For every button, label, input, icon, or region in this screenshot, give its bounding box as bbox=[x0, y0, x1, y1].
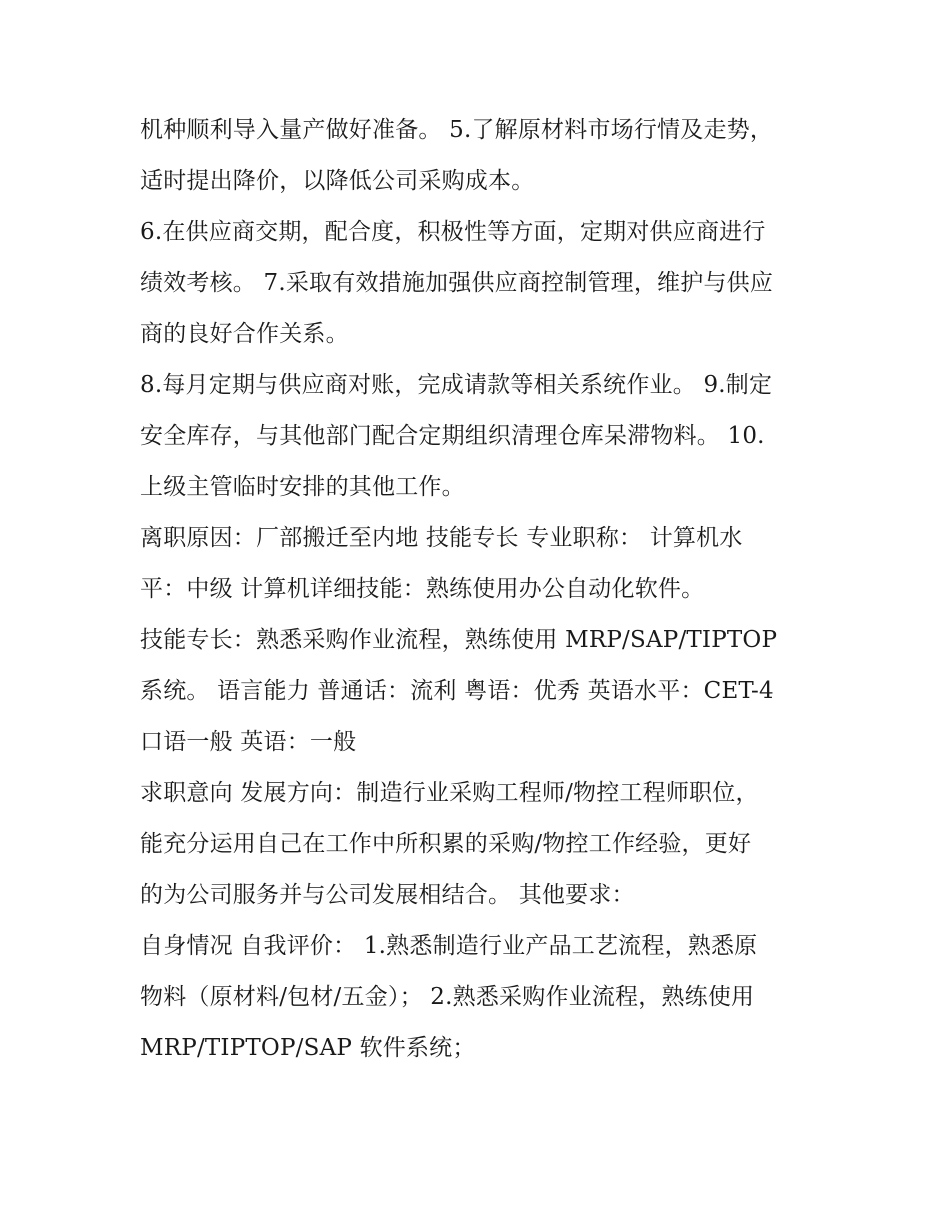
text-line: 适时提出降价，以降低公司采购成本。 bbox=[140, 168, 535, 194]
text-line: 自身情况 自我评价： 1.熟悉制造行业产品工艺流程，熟悉原 bbox=[140, 933, 758, 959]
text-line: 系统。 语言能力 普通话：流利 粤语：优秀 英语水平：CET-4 bbox=[140, 678, 774, 704]
text-line: 口语一般 英语：一般 bbox=[140, 729, 357, 755]
text-line: 能充分运用自己在工作中所积累的采购/物控工作经验，更好 bbox=[140, 831, 752, 857]
text-line: 安全库存，与其他部门配合定期组织清理仓库呆滞物料。 10. bbox=[140, 423, 765, 449]
text-line: 上级主管临时安排的其他工作。 bbox=[140, 474, 465, 500]
paragraph-leaving-reason bbox=[140, 513, 820, 615]
text-line: 机种顺利导入量产做好准备。 5.了解原材料市场行情及走势， bbox=[140, 117, 774, 143]
paragraph-self-evaluation bbox=[140, 921, 820, 1074]
text-line: 绩效考核。 7.采取有效措施加强供应商控制管理，维护与供应 bbox=[140, 270, 774, 296]
text-line: 商的良好合作关系。 bbox=[140, 321, 349, 347]
paragraph-duties-6-7 bbox=[140, 207, 820, 360]
paragraph-job-intention bbox=[140, 768, 820, 921]
text-line: 平：中级 计算机详细技能：熟练使用办公自动化软件。 bbox=[140, 576, 705, 602]
text-line: 技能专长：熟悉采购作业流程，熟练使用 MRP/SAP/TIPTOP bbox=[140, 627, 778, 653]
text-line: 离职原因：厂部搬迁至内地 技能专长 专业职称： 计算机水 bbox=[140, 525, 743, 551]
text-line: MRP/TIPTOP/SAP 软件系统； bbox=[140, 1035, 476, 1061]
paragraph-duties-5 bbox=[140, 105, 820, 207]
paragraph-skills-languages bbox=[140, 615, 820, 768]
text-line: 的为公司服务并与公司发展相结合。 其他要求： bbox=[140, 882, 635, 908]
text-line: 求职意向 发展方向：制造行业采购工程师/物控工程师职位， bbox=[140, 780, 759, 806]
document-body bbox=[140, 105, 820, 1074]
text-line: 8.每月定期与供应商对账，完成请款等相关系统作业。 9.制定 bbox=[140, 372, 773, 398]
text-line: 物料（原材料/包材/五金）； 2.熟悉采购作业流程，熟练使用 bbox=[140, 984, 755, 1010]
text-line: 6.在供应商交期，配合度，积极性等方面，定期对供应商进行 bbox=[140, 219, 766, 245]
paragraph-duties-8-10 bbox=[140, 360, 820, 513]
